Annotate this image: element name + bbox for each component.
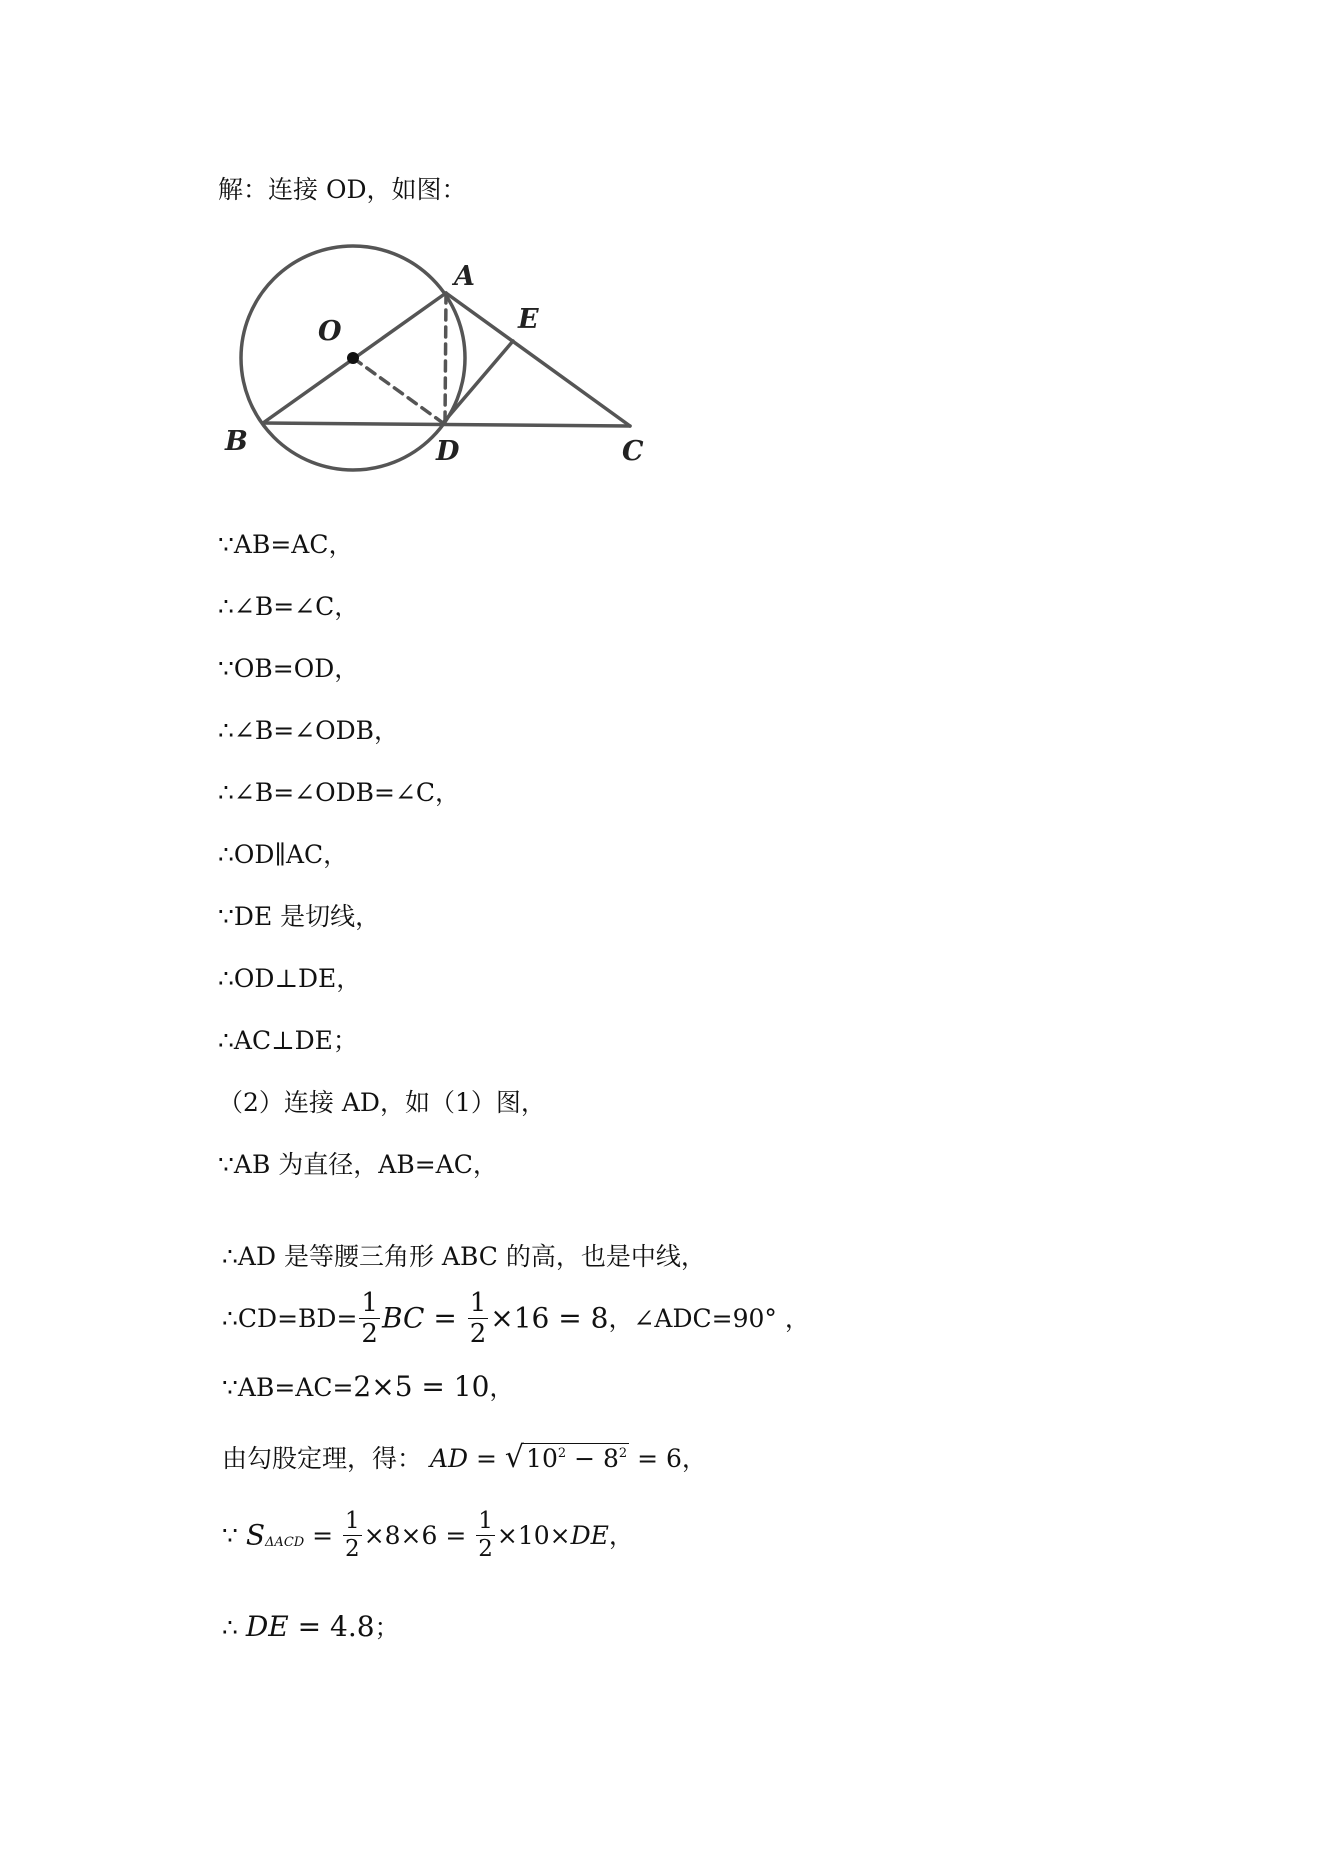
- eq1-equals: =: [424, 1301, 466, 1335]
- equation-pythagoras: [222, 1440, 707, 1475]
- fraction-den: 2: [478, 1536, 493, 1562]
- proof-line-7: ∵DE 是切线，: [218, 902, 381, 931]
- fraction-half-3: [343, 1510, 362, 1561]
- proof-line-5: ∴∠B=∠ODB=∠C，: [218, 778, 461, 807]
- eq2-expr: 2×5 = 10: [353, 1370, 490, 1403]
- equation-de-result: [222, 1612, 400, 1643]
- part-2-heading: （2）连接 AD，如（1）图，: [218, 1088, 546, 1117]
- label-e: E: [518, 304, 539, 335]
- fraction-half-2: [468, 1290, 489, 1347]
- label-b: B: [225, 426, 248, 457]
- geometry-figure: [210, 235, 660, 485]
- proof-line-3: ∵OB=OD，: [218, 654, 360, 683]
- label-c: C: [622, 436, 644, 467]
- eq4-equals: =: [304, 1521, 342, 1550]
- eq4-prefix: ∵: [222, 1521, 246, 1550]
- eq5-prefix: ∴: [222, 1613, 246, 1642]
- segment-ad-dashed: [445, 293, 446, 423]
- fraction-num: 1: [361, 1288, 378, 1318]
- eq3-prefix: 由勾股定理，得：: [222, 1444, 423, 1473]
- var-de: DE: [570, 1521, 609, 1550]
- fraction-half-4: [476, 1510, 495, 1561]
- fraction-num: 1: [478, 1508, 493, 1534]
- equation-area: [222, 1510, 634, 1561]
- geometry-svg: [210, 235, 660, 485]
- center-point: [347, 352, 359, 364]
- eq2-suffix: ，: [489, 1373, 515, 1402]
- intro-text: 解：连接 OD，如图：: [218, 175, 467, 204]
- eq3-exp2: 2: [618, 1446, 628, 1461]
- sqrt-sign: √: [504, 1440, 525, 1475]
- sqrt-body: [524, 1443, 629, 1474]
- var-de: DE: [245, 1610, 289, 1643]
- var-bc: BC: [381, 1301, 425, 1335]
- proof-line-4: ∴∠B=∠ODB，: [218, 716, 400, 745]
- eq4-tail: ×10×: [496, 1521, 571, 1550]
- equation-ab-ac: [222, 1372, 514, 1403]
- fraction-den: 2: [345, 1536, 360, 1562]
- eq4-suffix: ，: [608, 1521, 634, 1550]
- equation-cd-bd: [222, 1290, 810, 1347]
- var-s: S: [245, 1518, 266, 1552]
- fraction-den: 2: [469, 1319, 487, 1349]
- fraction-num: 1: [345, 1508, 360, 1534]
- subscript-acd: ΔACD: [265, 1535, 305, 1550]
- eq3-minus: − 8: [566, 1444, 619, 1473]
- eq3-exp1: 2: [557, 1446, 567, 1461]
- eq2-prefix: ∵AB=AC=: [222, 1373, 354, 1402]
- fraction-num: 1: [469, 1288, 487, 1318]
- eq3-equals: =: [468, 1444, 505, 1473]
- eq1-times16: ×16 = 8: [490, 1301, 609, 1335]
- eq5-suffix: ；: [374, 1613, 400, 1642]
- eq3-base1: 10: [526, 1444, 558, 1473]
- fraction-den: 2: [361, 1319, 378, 1349]
- eq3-result: = 6: [629, 1444, 682, 1473]
- segment-bc: [263, 423, 630, 426]
- segment-od-dashed: [353, 358, 443, 423]
- var-ad: AD: [429, 1444, 469, 1473]
- fraction-half-1: [359, 1290, 380, 1347]
- proof-line-2: ∴∠B=∠C，: [218, 592, 360, 621]
- proof-line-1: ∵AB=AC，: [218, 530, 354, 559]
- eq3-suffix: ，: [681, 1444, 707, 1473]
- proof-line-11: ∵AB 为直径，AB=AC，: [218, 1150, 498, 1179]
- proof-line-8: ∴OD⊥DE，: [218, 964, 362, 993]
- segment-de: [443, 341, 513, 423]
- proof-line-6: ∴OD∥AC，: [218, 840, 349, 869]
- proof-line-9: ∴AC⊥DE；: [218, 1026, 358, 1055]
- label-a: A: [454, 261, 475, 292]
- eq1-prefix: ∴CD=BD=: [222, 1304, 358, 1333]
- proof-line-12: ∴AD 是等腰三角形 ABC 的高，也是中线，: [222, 1242, 706, 1271]
- eq1-suffix: ，∠ADC=90° ，: [608, 1304, 810, 1333]
- label-o: O: [318, 316, 342, 347]
- label-d: D: [436, 436, 460, 467]
- eq5-rest: = 4.8: [288, 1610, 375, 1643]
- eq4-mid: ×8×6 =: [363, 1521, 475, 1550]
